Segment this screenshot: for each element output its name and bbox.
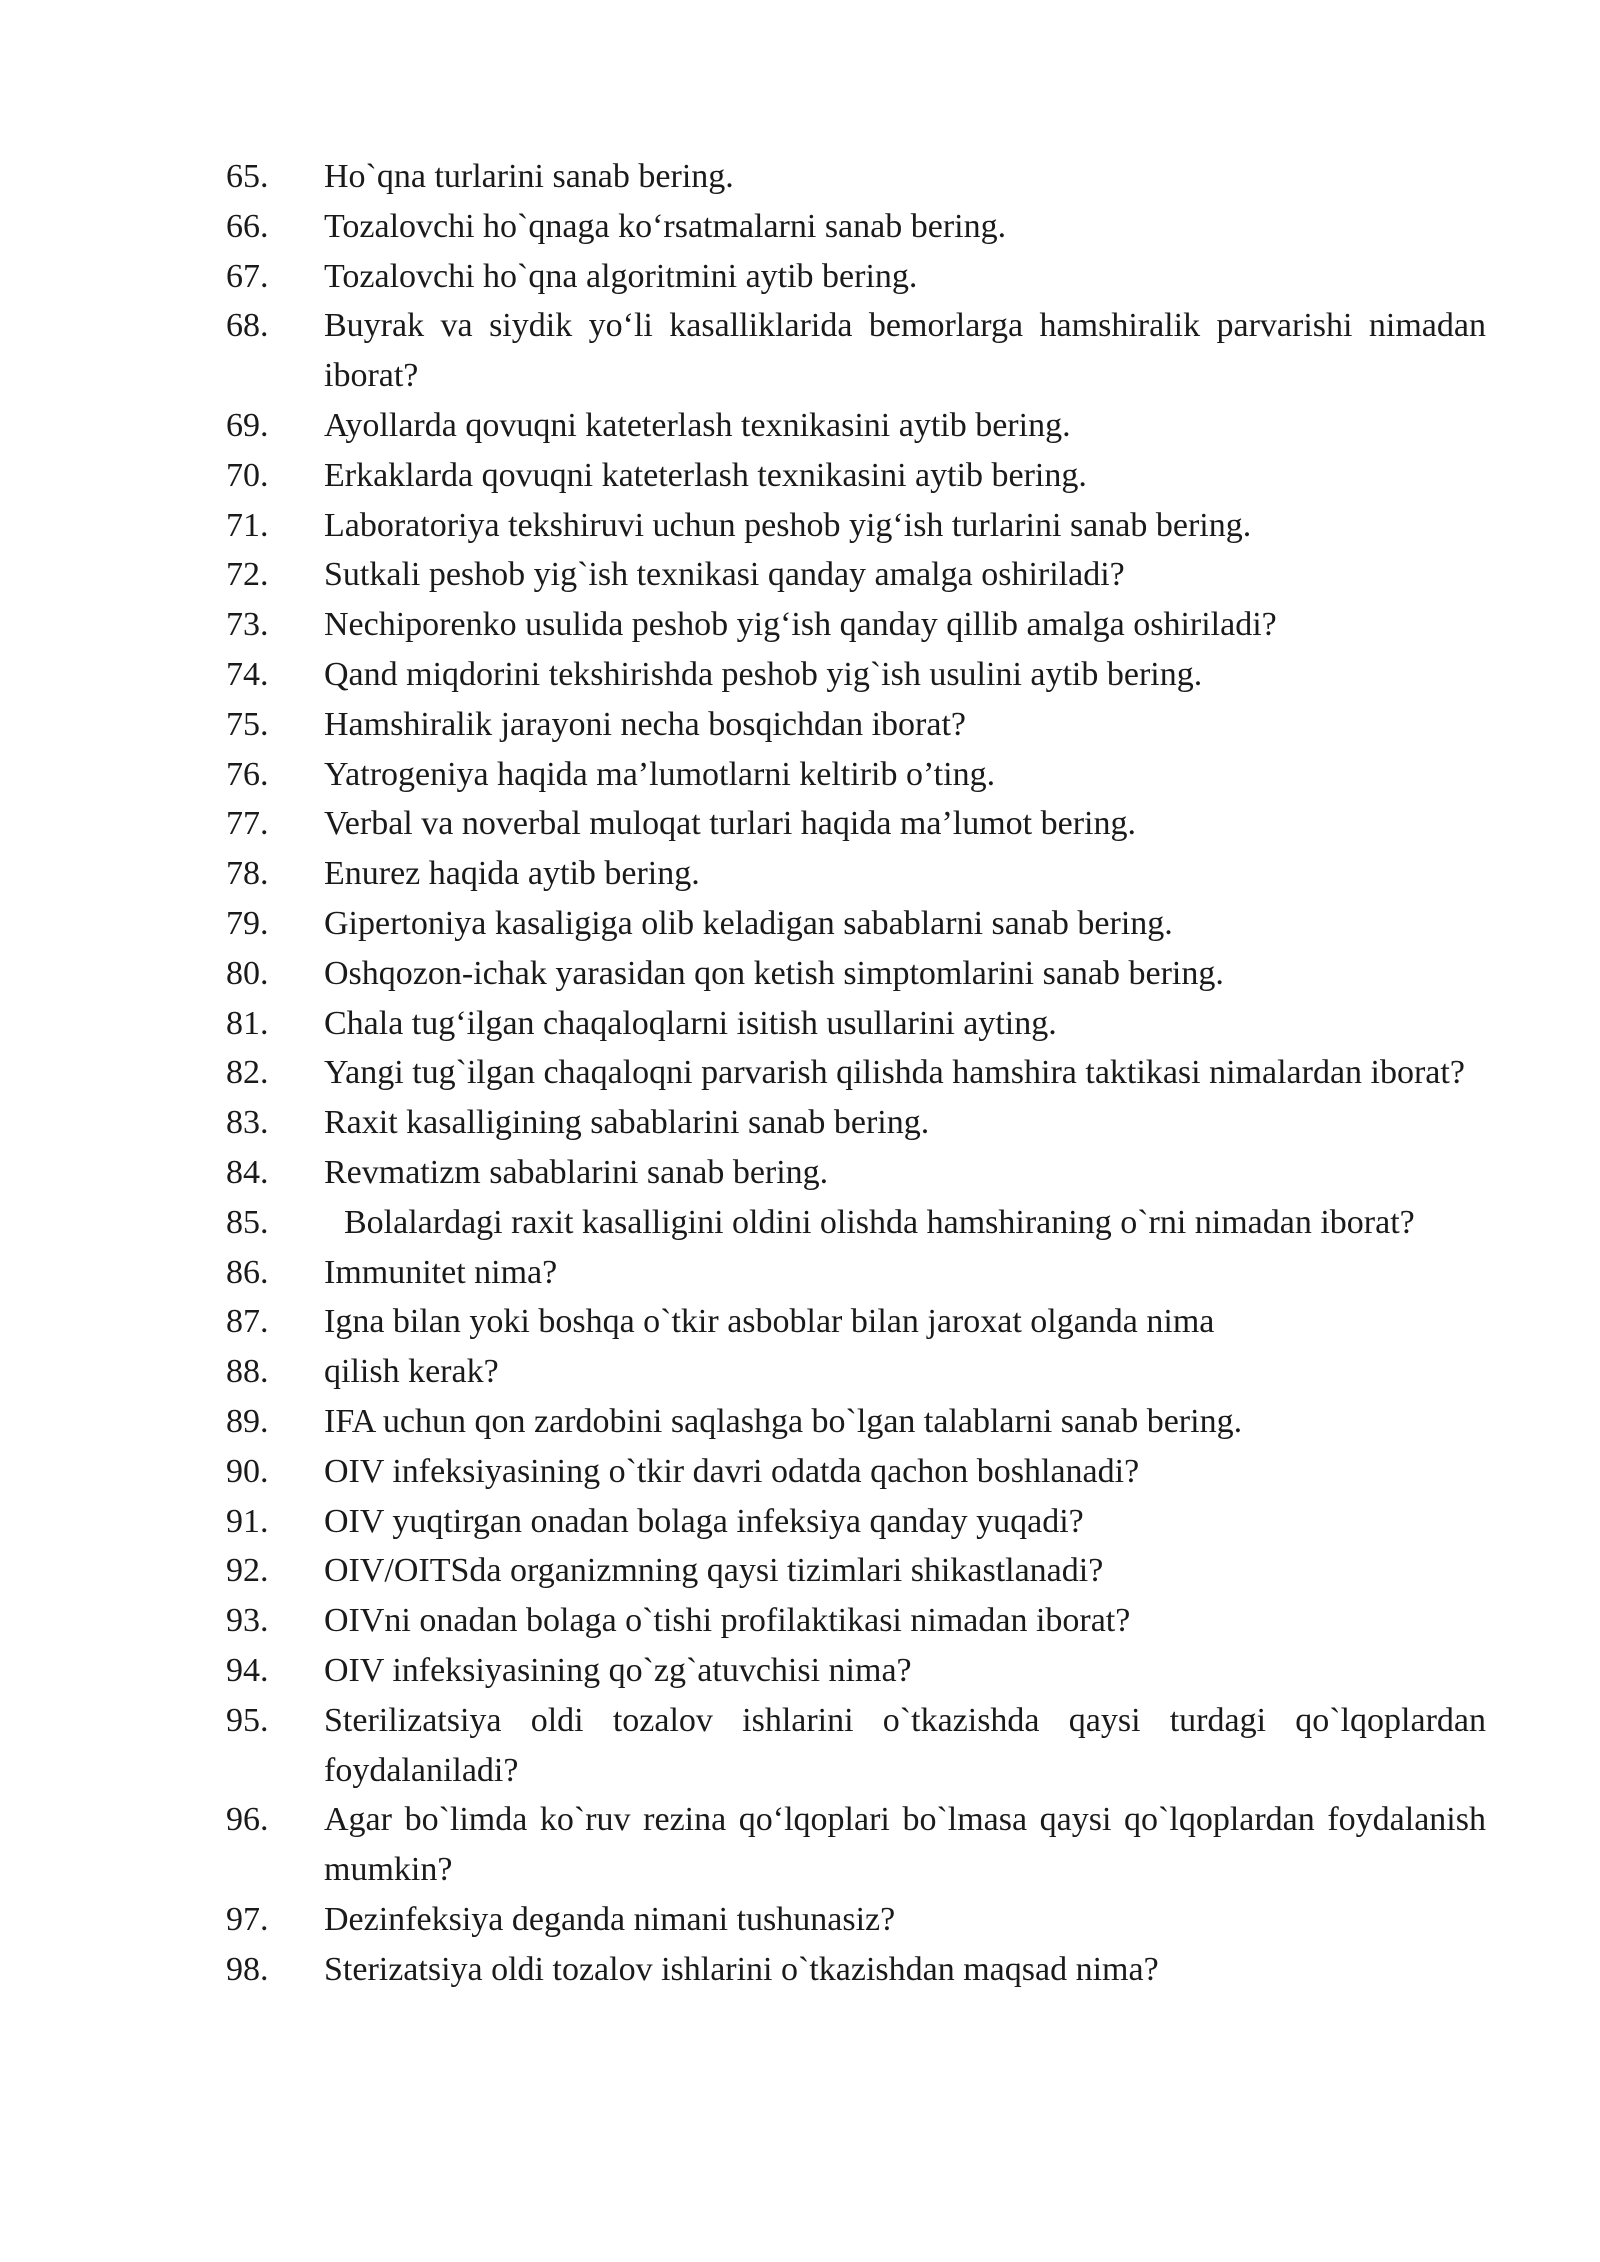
question-number: 66. <box>226 207 269 245</box>
question-text: OIV infeksiyasining qo`zg`atuvchisi nima? <box>324 1651 912 1689</box>
question-text: Revmatizm sabablarini sanab bering. <box>324 1153 829 1191</box>
list-item <box>226 600 1486 650</box>
list-item <box>226 700 1486 750</box>
question-number: 81. <box>226 1004 269 1042</box>
question-text: Qand miqdorini tekshirishda peshob yig`ish usulini aytib bering. <box>324 655 1203 693</box>
question-number: 87. <box>226 1303 269 1341</box>
question-text: Chala tug‘ilgan chaqaloqlarni isitish usullarini ayting. <box>324 1004 1057 1042</box>
question-text: Dezinfeksiya deganda nimani tushunasiz? <box>324 1900 896 1938</box>
list-item <box>226 301 1486 401</box>
question-number: 86. <box>226 1253 269 1291</box>
list-item <box>226 1696 1486 1796</box>
question-number: 92. <box>226 1552 269 1590</box>
list-item <box>226 949 1486 999</box>
question-number: 72. <box>226 556 269 594</box>
list-item <box>226 152 1486 202</box>
question-number: 76. <box>226 755 269 793</box>
question-number: 70. <box>226 456 269 494</box>
question-number: 97. <box>226 1900 269 1938</box>
question-text: Nechiporenko usulida peshob yig‘ish qanday qillib amalga oshiriladi? <box>324 606 1277 644</box>
question-number: 68. <box>226 307 269 345</box>
question-text: OIV/OITSda organizmning qaysi tizimlari shikastlanadi? <box>324 1552 1104 1590</box>
question-number: 85. <box>226 1203 269 1241</box>
question-text: Bolalardagi raxit kasalligini oldini olishda hamshiraning o`rni nimadan iborat? <box>344 1203 1415 1241</box>
question-number: 84. <box>226 1153 269 1191</box>
question-number: 73. <box>226 606 269 644</box>
list-item <box>226 1148 1486 1198</box>
question-text: Buyrak va siydik yo‘li kasalliklarida bemorlarga hamshiralik parvarishi nimadan iborat? <box>324 307 1486 395</box>
question-number: 67. <box>226 257 269 295</box>
list-item <box>226 451 1486 501</box>
question-number: 83. <box>226 1104 269 1142</box>
question-number: 75. <box>226 705 269 743</box>
question-text: Erkaklarda qovuqni kateterlash texnikasini aytib bering. <box>324 456 1087 494</box>
question-text: Tozalovchi ho`qna algoritmini aytib bering. <box>324 257 918 295</box>
list-item <box>226 899 1486 949</box>
question-number: 69. <box>226 406 269 444</box>
question-text: Tozalovchi ho`qnaga ko‘rsatmalarni sanab bering. <box>324 207 1007 245</box>
list-item <box>226 849 1486 899</box>
question-number: 96. <box>226 1801 269 1839</box>
list-item <box>226 1646 1486 1696</box>
question-text: Laboratoriya tekshiruvi uchun peshob yig‘ish turlarini sanab bering. <box>324 506 1252 544</box>
list-item <box>226 999 1486 1049</box>
question-text: Hamshiralik jarayoni necha bosqichdan iborat? <box>324 705 966 743</box>
list-item <box>226 750 1486 800</box>
list-item <box>226 1546 1486 1596</box>
question-text: Ayollarda qovuqni kateterlash texnikasini aytib bering. <box>324 406 1071 444</box>
list-item <box>226 1945 1486 1995</box>
question-text: IFA uchun qon zardobini saqlashga bo`lgan talablarni sanab bering. <box>324 1402 1243 1440</box>
question-text: Yatrogeniya haqida ma’lumotlarni keltirib o’ting. <box>324 755 996 793</box>
question-text: OIV yuqtirgan onadan bolaga infeksiya qanday yuqadi? <box>324 1502 1084 1540</box>
question-number: 88. <box>226 1353 269 1391</box>
list-item <box>226 1795 1486 1895</box>
question-number: 80. <box>226 954 269 992</box>
list-item <box>226 1397 1486 1447</box>
question-text: Raxit kasalligining sabablarini sanab bering. <box>324 1104 930 1142</box>
question-text: Immunitet nima? <box>324 1253 558 1291</box>
list-item <box>226 1098 1486 1148</box>
list-item <box>226 401 1486 451</box>
question-text: Ho`qna turlarini sanab bering. <box>324 158 734 195</box>
question-number: 89. <box>226 1402 269 1440</box>
question-number: 71. <box>226 506 269 544</box>
list-item <box>226 650 1486 700</box>
question-number: 90. <box>226 1452 269 1490</box>
question-text: Enurez haqida aytib bering. <box>324 855 700 893</box>
question-number: 91. <box>226 1502 269 1540</box>
question-text: Verbal va noverbal muloqat turlari haqida ma’lumot bering. <box>324 805 1136 843</box>
question-number: 82. <box>226 1054 269 1092</box>
list-item <box>226 1248 1486 1298</box>
question-number: 93. <box>226 1602 269 1640</box>
list-item <box>226 1895 1486 1945</box>
question-text: Agar bo`limda ko`ruv rezina qo‘lqoplari bo`lmasa qaysi qo`lqoplardan foydalanish mumkin? <box>324 1801 1486 1889</box>
question-text: Gipertoniya kasaligiga olib keladigan sabablarni sanab bering. <box>324 904 1173 942</box>
question-number: 79. <box>226 904 269 942</box>
question-text: qilish kerak? <box>324 1353 499 1391</box>
question-number: 78. <box>226 855 269 893</box>
question-text: Oshqozon-ichak yarasidan qon ketish simptomlarini sanab bering. <box>324 954 1224 992</box>
list-item <box>226 252 1486 302</box>
list-item <box>226 1048 1486 1098</box>
list-item <box>226 550 1486 600</box>
question-number: 95. <box>226 1701 269 1739</box>
list-item <box>226 1347 1486 1397</box>
list-item <box>226 1447 1486 1497</box>
question-number: 74. <box>226 655 269 693</box>
list-item <box>226 501 1486 551</box>
list-item <box>226 1297 1486 1347</box>
question-number: 65. <box>226 158 269 195</box>
question-text: Igna bilan yoki boshqa o`tkir asboblar bilan jaroxat olganda nima <box>324 1303 1215 1341</box>
list-item <box>226 202 1486 252</box>
question-text: Sterilizatsiya oldi tozalov ishlarini o`tkazishda qaysi turdagi qo`lqoplardan foydalaniladi? <box>324 1701 1486 1789</box>
list-item <box>226 1198 1486 1248</box>
list-item <box>226 1596 1486 1646</box>
question-text: Sutkali peshob yig`ish texnikasi qanday amalga oshiriladi? <box>324 556 1125 594</box>
question-text: Yangi tug`ilgan chaqaloqni parvarish qilishda hamshira taktikasi nimalardan iborat? <box>324 1054 1465 1092</box>
list-item <box>226 1497 1486 1547</box>
question-text: Sterizatsiya oldi tozalov ishlarini o`tkazishdan maqsad nima? <box>324 1950 1159 1988</box>
question-text: OIVni onadan bolaga o`tishi profilaktikasi nimadan iborat? <box>324 1602 1131 1640</box>
question-text: OIV infeksiyasining o`tkir davri odatda qachon boshlanadi? <box>324 1452 1140 1490</box>
question-number: 77. <box>226 805 269 843</box>
question-list <box>226 152 1486 1994</box>
question-number: 94. <box>226 1651 269 1689</box>
list-item <box>226 799 1486 849</box>
question-number: 98. <box>226 1950 269 1988</box>
